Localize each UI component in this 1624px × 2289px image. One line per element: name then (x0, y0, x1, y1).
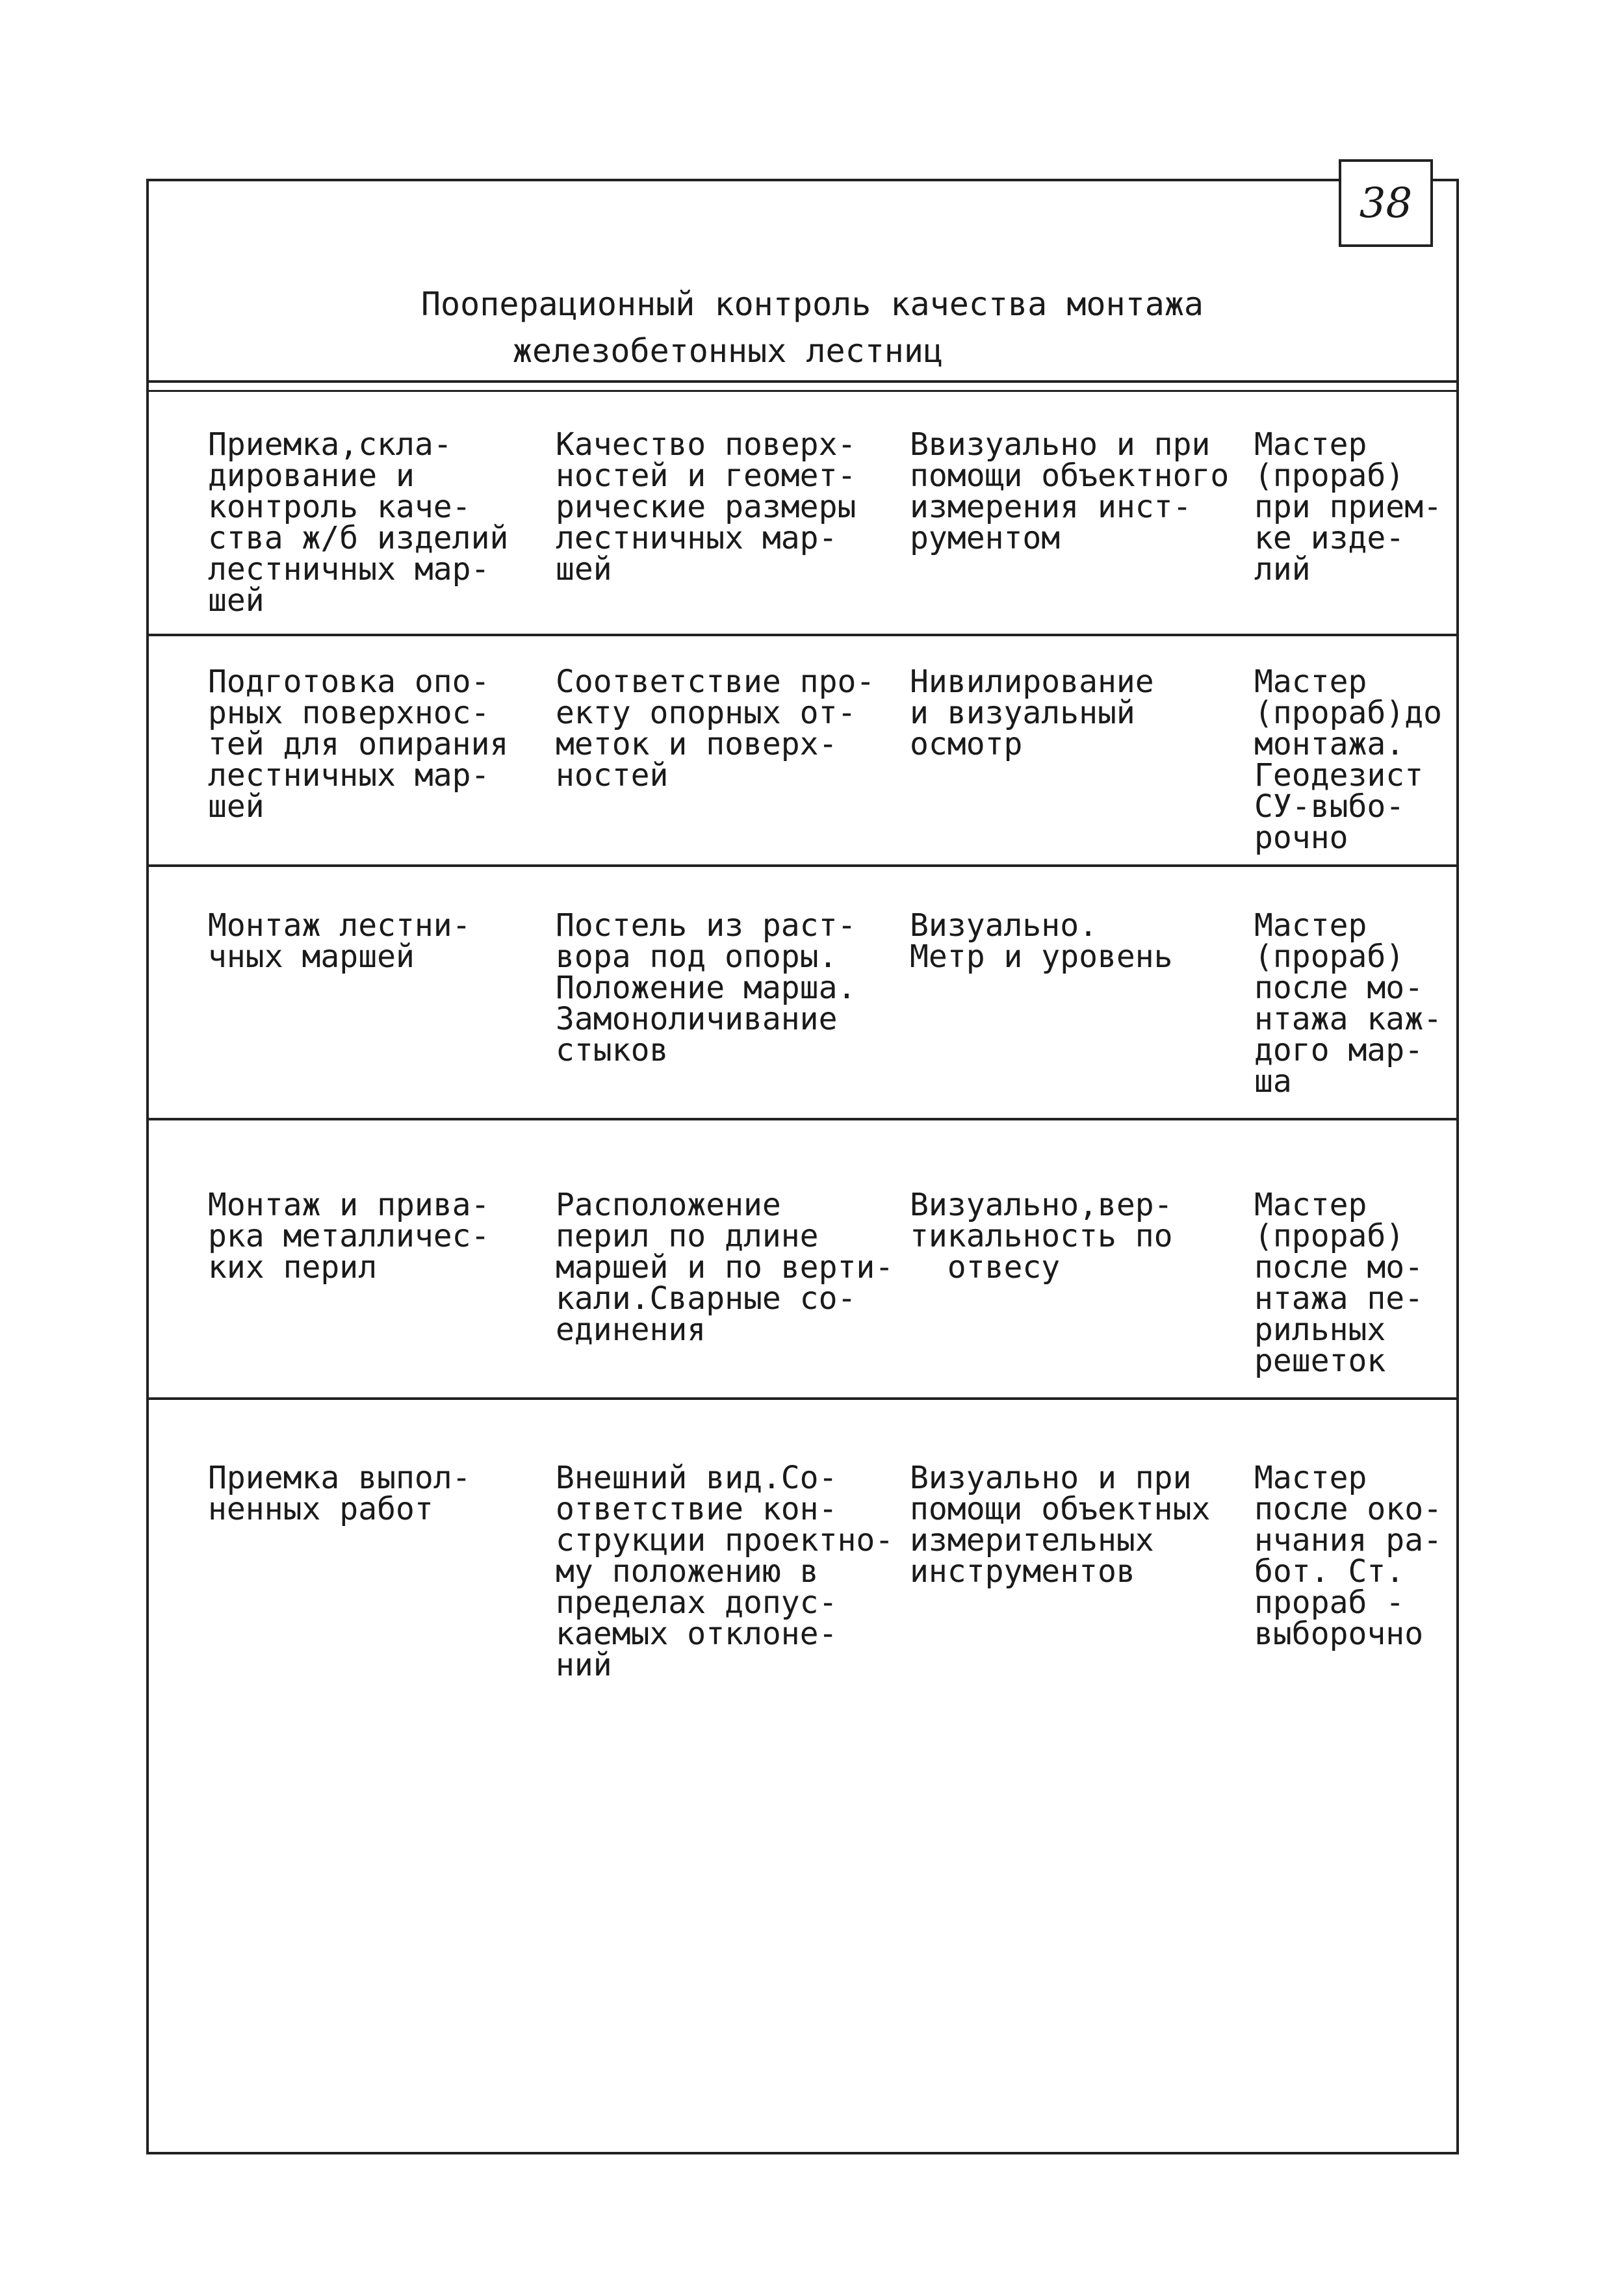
operation-cell: Приемка выпол- ненных работ (208, 1460, 471, 1527)
operation-cell: Монтаж лестни- чных маршей (208, 907, 471, 975)
title-line-2: железобетонных лестниц (512, 332, 944, 370)
responsible-cell: Мастер (прораб) при прием- ке изде- лий (1254, 426, 1442, 588)
method-cell: Нивилирование и визуальный осмотр (910, 664, 1154, 762)
method-cell: Визуально,вер- тикальность по отвесу (910, 1187, 1173, 1286)
method-cell: Визуально. Метр и уровень (910, 907, 1173, 975)
controlled-cell: Постель из раст- вора под опоры. Положение марша. Замоноличивание стыков (556, 907, 857, 1068)
row-divider-1 (149, 634, 1456, 636)
controlled-cell: Расположение перил по длине маршей и по верти- кали.Сварные со- единения (556, 1187, 894, 1348)
method-cell: Ввизуально и при помощи объектного измерения инст- рументом (910, 426, 1230, 556)
responsible-cell: Мастер после око- нчания ра- бот. Ст. прораб - выборочно (1254, 1460, 1442, 1652)
responsible-cell: Мастер (прораб) после мо- нтажа каж- дого мар- ша (1254, 907, 1442, 1100)
row-divider-3 (149, 1118, 1456, 1120)
responsible-cell: Мастер (прораб)до монтажа. Геодезист СУ-выбо- рочно (1254, 664, 1442, 856)
operation-cell: Приемка,скла- дирование и контроль каче- ства ж/б изделий лестничных мар- шей (208, 426, 509, 619)
method-cell: Визуально и при помощи объектных измерительных инструментов (910, 1460, 1211, 1590)
header-divider-bottom (149, 390, 1456, 392)
controlled-cell: Внешний вид.Со- ответствие кон- струкции проектно- му положению в пределах допус- каемых отклоне- ний (556, 1460, 894, 1683)
responsible-cell: Мастер (прораб) после мо- нтажа пе- рильных решеток (1254, 1187, 1424, 1379)
header-divider-top (149, 380, 1456, 383)
title-line-1: Пооперационный контроль качества монтажа (420, 285, 1204, 323)
row-divider-2 (149, 864, 1456, 867)
operation-cell: Монтаж и прива- рка металличес- ких перил (208, 1187, 490, 1286)
page-number: 38 (1339, 159, 1433, 247)
controlled-cell: Качество поверх- ностей и геомет- рические размеры лестничных мар- шей (556, 426, 857, 588)
controlled-cell: Соответствие про- екту опорных от- меток и поверх- ностей (556, 664, 875, 794)
operation-cell: Подготовка опо- рных поверхнос- тей для опирания лестничных мар- шей (208, 664, 509, 825)
document-title (195, 234, 1430, 421)
row-divider-4 (149, 1397, 1456, 1400)
